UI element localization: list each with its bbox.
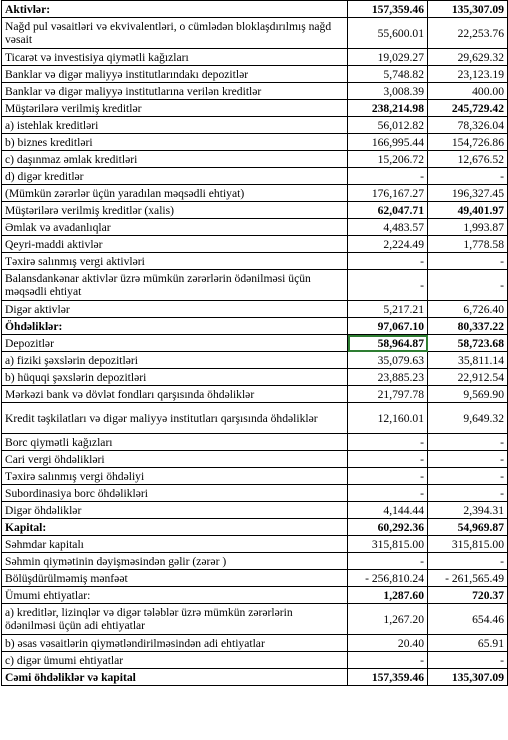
row-label: a) kreditlər, lizinqlər və digər tələblər üzrə mümkün zərərlərin ödənilməsi üçün adi ehtiyatlar <box>2 604 348 635</box>
value-current: 60,292.36 <box>348 519 428 536</box>
value-current: - <box>348 468 428 485</box>
value-current: - <box>348 434 428 451</box>
value-previous: 1,993.87 <box>428 219 508 236</box>
value-previous: 315,815.00 <box>428 536 508 553</box>
table-row <box>2 185 508 202</box>
value-current: 3,008.39 <box>348 83 428 100</box>
row-label: Subordinasiya borc öhdəlikləri <box>2 485 348 502</box>
row-label: Nağd pul vəsaitləri və ekvivalentləri, o cümlədən bloklaşdırılmış nağd vəsait <box>2 18 348 49</box>
row-label: Kapital: <box>2 519 348 536</box>
value-current: 23,885.23 <box>348 369 428 386</box>
value-current: 20.40 <box>348 635 428 652</box>
table-row <box>2 1 508 18</box>
row-label: Kredit təşkilatları və digər maliyyə institutları qarşısında öhdəliklər <box>2 403 348 434</box>
value-current: - 256,810.24 <box>348 570 428 587</box>
row-label: Ümumi ehtiyatlar: <box>2 587 348 604</box>
table-row <box>2 168 508 185</box>
table-row <box>2 553 508 570</box>
value-previous: - 261,565.49 <box>428 570 508 587</box>
value-previous: 58,723.68 <box>428 335 508 352</box>
row-label: Digər öhdəliklər <box>2 502 348 519</box>
value-previous: - <box>428 270 508 301</box>
row-label: c) daşınmaz əmlak kreditləri <box>2 151 348 168</box>
value-previous: - <box>428 253 508 270</box>
table-row <box>2 66 508 83</box>
table-row <box>2 301 508 318</box>
row-label: Ticarət və investisiya qiymətli kağızları <box>2 49 348 66</box>
value-current: 1,267.20 <box>348 604 428 635</box>
value-previous: 135,307.09 <box>428 1 508 18</box>
row-label: b) biznes kreditləri <box>2 134 348 151</box>
value-current: - <box>348 553 428 570</box>
value-previous: 154,726.86 <box>428 134 508 151</box>
row-label: Müştərilərə verilmiş kreditlər <box>2 100 348 117</box>
value-current: 1,287.60 <box>348 587 428 604</box>
value-previous: 720.37 <box>428 587 508 604</box>
value-current: - <box>348 652 428 669</box>
value-current: 4,483.57 <box>348 219 428 236</box>
row-label: Səhmdar kapitalı <box>2 536 348 553</box>
value-previous: 12,676.52 <box>428 151 508 168</box>
table-row <box>2 587 508 604</box>
value-current: 35,079.63 <box>348 352 428 369</box>
row-label: Qeyri-maddi aktivlər <box>2 236 348 253</box>
value-previous: - <box>428 485 508 502</box>
value-previous: 9,649.32 <box>428 403 508 434</box>
table-row <box>2 335 508 352</box>
value-previous: 2,394.31 <box>428 502 508 519</box>
value-current: 19,029.27 <box>348 49 428 66</box>
value-current: 21,797.78 <box>348 386 428 403</box>
table-row <box>2 536 508 553</box>
table-row <box>2 635 508 652</box>
row-label: Aktivlər: <box>2 1 348 18</box>
value-current: 2,224.49 <box>348 236 428 253</box>
row-label: Bölüşdürülməmiş mənfəət <box>2 570 348 587</box>
table-row <box>2 386 508 403</box>
value-previous: - <box>428 652 508 669</box>
value-current: 15,206.72 <box>348 151 428 168</box>
row-label: Əmlak və avadanlıqlar <box>2 219 348 236</box>
table-row <box>2 270 508 301</box>
table-row <box>2 669 508 686</box>
table-row <box>2 318 508 335</box>
value-previous: 1,778.58 <box>428 236 508 253</box>
value-current: 176,167.27 <box>348 185 428 202</box>
value-current: 62,047.71 <box>348 202 428 219</box>
value-current: 56,012.82 <box>348 117 428 134</box>
table-row <box>2 253 508 270</box>
value-previous: - <box>428 553 508 570</box>
row-label: Balansdankənar aktivlər üzrə mümkün zərərlərin ödənilməsi üçün məqsədli ehtiyat <box>2 270 348 301</box>
table-row <box>2 134 508 151</box>
table-row <box>2 434 508 451</box>
balance-sheet-table <box>1 0 508 686</box>
value-current: 157,359.46 <box>348 669 428 686</box>
table-row <box>2 502 508 519</box>
table-row <box>2 236 508 253</box>
value-previous: 65.91 <box>428 635 508 652</box>
value-previous: - <box>428 468 508 485</box>
value-current: 166,995.44 <box>348 134 428 151</box>
table-row <box>2 652 508 669</box>
row-label: Səhmin qiymətinin dəyişməsindən gəlir (zərər ) <box>2 553 348 570</box>
value-current: 238,214.98 <box>348 100 428 117</box>
table-row <box>2 468 508 485</box>
row-label: a) fiziki şəxslərin depozitləri <box>2 352 348 369</box>
table-row <box>2 369 508 386</box>
value-previous: 245,729.42 <box>428 100 508 117</box>
row-label: d) digər kreditlər <box>2 168 348 185</box>
table-row <box>2 202 508 219</box>
value-current: 4,144.44 <box>348 502 428 519</box>
value-previous: 78,326.04 <box>428 117 508 134</box>
table-row <box>2 604 508 635</box>
value-previous: 23,123.19 <box>428 66 508 83</box>
balance-sheet-body <box>2 1 508 686</box>
value-previous: 196,327.45 <box>428 185 508 202</box>
value-current: 97,067.10 <box>348 318 428 335</box>
value-previous: 80,337.22 <box>428 318 508 335</box>
row-label: a) istehlak kreditləri <box>2 117 348 134</box>
table-row <box>2 352 508 369</box>
value-current: 157,359.46 <box>348 1 428 18</box>
row-label: c) digər ümumi ehtiyatlar <box>2 652 348 669</box>
value-current: 58,964.87 <box>348 335 428 352</box>
row-label: Mərkəzi bank və dövlət fondları qarşısında öhdəliklər <box>2 386 348 403</box>
value-previous: 22,912.54 <box>428 369 508 386</box>
value-previous: 654.46 <box>428 604 508 635</box>
value-previous: 9,569.90 <box>428 386 508 403</box>
table-row <box>2 18 508 49</box>
row-label: Öhdəliklər: <box>2 318 348 335</box>
row-label: Cari vergi öhdəlikləri <box>2 451 348 468</box>
value-previous: 135,307.09 <box>428 669 508 686</box>
row-label: Banklar və digər maliyyə institutlarındakı depozitlər <box>2 66 348 83</box>
table-row <box>2 83 508 100</box>
value-current: - <box>348 253 428 270</box>
row-label: Müştərilərə verilmiş kreditlər (xalis) <box>2 202 348 219</box>
row-label: Digər aktivlər <box>2 301 348 318</box>
value-current: 5,217.21 <box>348 301 428 318</box>
value-previous: - <box>428 451 508 468</box>
row-label: Borc qiymətli kağızları <box>2 434 348 451</box>
value-current: - <box>348 451 428 468</box>
table-row <box>2 570 508 587</box>
table-row <box>2 519 508 536</box>
row-label: Cəmi öhdəliklər və kapital <box>2 669 348 686</box>
value-previous: 54,969.87 <box>428 519 508 536</box>
table-row <box>2 219 508 236</box>
table-row <box>2 403 508 434</box>
row-label: Təxirə salınmış vergi aktivləri <box>2 253 348 270</box>
value-previous: - <box>428 434 508 451</box>
value-previous: 22,253.76 <box>428 18 508 49</box>
value-current: 12,160.01 <box>348 403 428 434</box>
value-current: 55,600.01 <box>348 18 428 49</box>
table-row <box>2 451 508 468</box>
value-previous: 6,726.40 <box>428 301 508 318</box>
value-previous: 400.00 <box>428 83 508 100</box>
value-previous: 35,811.14 <box>428 352 508 369</box>
value-previous: 49,401.97 <box>428 202 508 219</box>
value-current: 5,748.82 <box>348 66 428 83</box>
row-label: (Mümkün zərərlər üçün yaradılan məqsədli ehtiyat) <box>2 185 348 202</box>
value-current: - <box>348 485 428 502</box>
value-previous: - <box>428 168 508 185</box>
row-label: Depozitlər <box>2 335 348 352</box>
table-row <box>2 49 508 66</box>
row-label: b) hüquqi şəxslərin depozitləri <box>2 369 348 386</box>
table-row <box>2 151 508 168</box>
value-current: - <box>348 168 428 185</box>
value-current: - <box>348 270 428 301</box>
table-row <box>2 100 508 117</box>
row-label: Təxirə salınmış vergi öhdəliyi <box>2 468 348 485</box>
row-label: b) əsas vəsaitlərin qiymətləndirilməsindən adi ehtiyatlar <box>2 635 348 652</box>
value-previous: 29,629.32 <box>428 49 508 66</box>
table-row <box>2 485 508 502</box>
value-current: 315,815.00 <box>348 536 428 553</box>
table-row <box>2 117 508 134</box>
row-label: Banklar və digər maliyyə institutlarına verilən kreditlər <box>2 83 348 100</box>
